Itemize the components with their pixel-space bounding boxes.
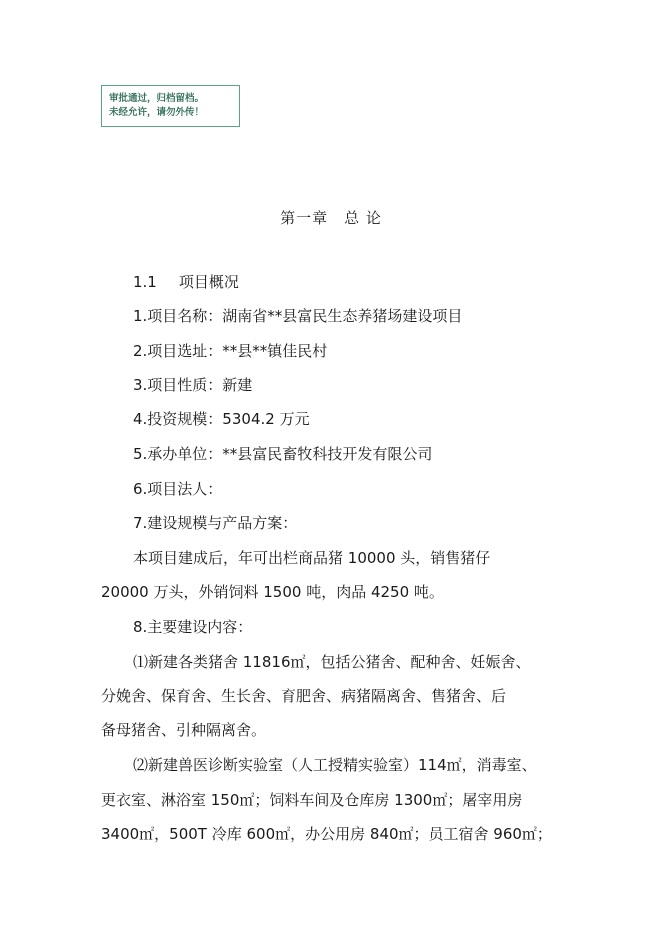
item-organizer: 5.承办单位：**县富民畜牧科技开发有限公司 [133,445,433,463]
approval-stamp [101,85,240,127]
chapter-title: 第一章 总 论 [280,209,382,227]
stamp-line-2: 未经允许，请勿外传！ [109,107,205,118]
item-project-site: 2.项目选址：**县**镇佳民村 [133,342,328,360]
section-title: 项目概况 [178,273,239,291]
content-2-line-2: 更衣室、淋浴室 150㎡；饲料车间及仓库房 1300㎡；屠宰用房 [101,791,523,809]
section-heading [133,272,239,292]
content-1-line-2: 分娩舍、保育舍、生长舍、育肥舍、病猪隔离舍、售猪舍、后 [101,687,507,705]
scale-paragraph-line-1: 本项目建成后，年可出栏商品猪 10000 头，销售猪仔 [133,549,491,567]
content-1-line-3: 备母猪舍、引种隔离舍。 [101,721,267,739]
item-project-name: 1.项目名称：湖南省**县富民生态养猪场建设项目 [133,307,463,325]
stamp-line-1: 审批通过，归档留档。 [109,93,205,104]
item-scale-plan: 7.建设规模与产品方案： [133,514,298,532]
item-investment-scale: 4.投资规模：5304.2 万元 [133,410,310,428]
content-1-line-1: ⑴新建各类猪舍 11816㎡，包括公猪舍、配种舍、妊娠舍、 [133,653,531,671]
item-main-contents: 8.主要建设内容： [133,618,253,636]
item-legal-person: 6.项目法人： [133,480,223,498]
content-2-line-1: ⑵新建兽医诊断实验室（人工授精实验室）114㎡，消毒室、 [133,756,537,774]
scale-paragraph-line-2: 20000 万头，外销饲料 1500 吨，肉品 4250 吨。 [101,583,444,601]
section-number: 1.1 [133,273,157,291]
content-2-line-3: 3400㎡，500T 冷库 600㎡，办公用房 840㎡；员工宿舍 960㎡； [101,825,552,843]
item-project-nature: 3.项目性质：新建 [133,376,253,394]
